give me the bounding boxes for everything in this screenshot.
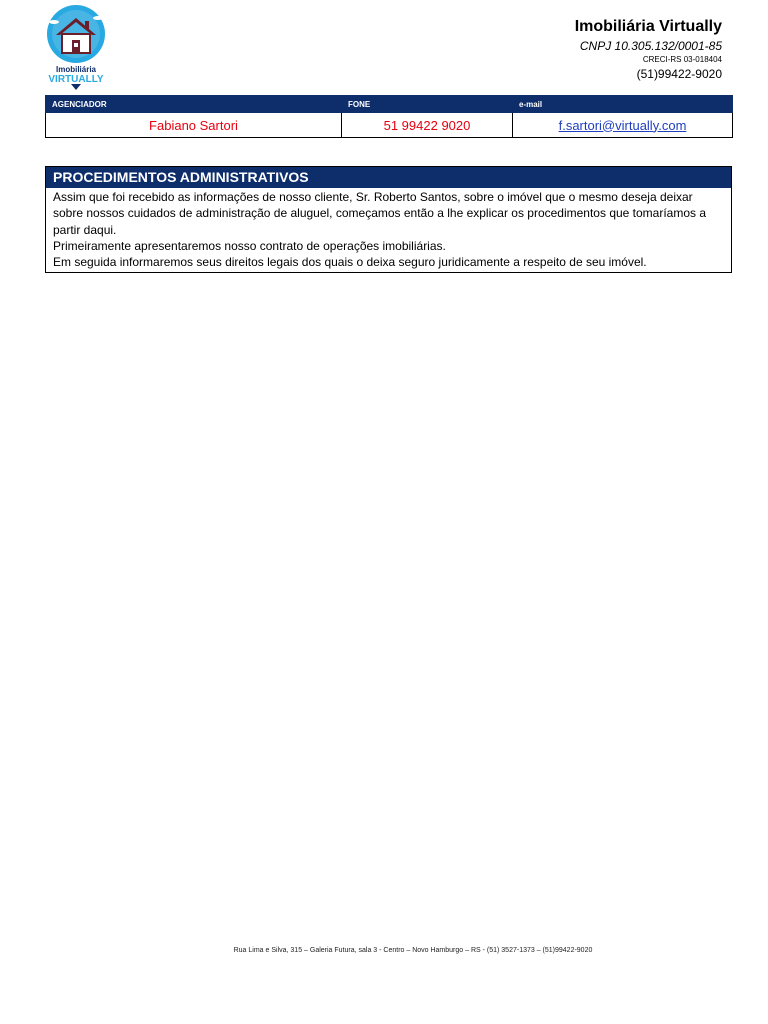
section-title: PROCEDIMENTOS ADMINISTRATIVOS <box>46 167 731 188</box>
company-name: Imobiliária Virtually <box>574 18 722 35</box>
contact-table-header-row <box>46 96 733 113</box>
contact-table <box>45 95 733 138</box>
section-paragraph: Primeiramente apresentaremos nosso contrato de operações imobiliárias. <box>53 238 446 253</box>
company-info <box>575 16 722 82</box>
section-body <box>46 188 731 272</box>
agent-name: Fabiano Sartori <box>46 113 342 138</box>
company-logo <box>44 4 110 92</box>
section-paragraph: Em seguida informaremos seus direitos legais dos quais o deixa seguro juridicamente a respeito de seu imóvel. <box>53 255 647 270</box>
company-cnpj: CNPJ 10.305.132/0001-85 <box>579 39 722 53</box>
company-phone: (51)99422-9020 <box>636 67 722 81</box>
procedures-section <box>45 166 732 273</box>
logo-text-line1: Imobiliária <box>55 65 97 74</box>
agent-phone: 51 99422 9020 <box>342 113 513 138</box>
house-logo-icon <box>44 4 110 92</box>
agent-email-link[interactable]: f.sartori@virtually.com <box>558 117 687 133</box>
header-phone: FONE <box>342 96 513 113</box>
header-agent: AGENCIADOR <box>46 96 342 113</box>
logo-text-line2: VIRTUALLY <box>48 74 104 85</box>
footer-address: Rua Lima e Silva, 315 – Galeria Futura, sala 3 - Centro – Novo Hamburgo – RS - (51) 3527-1373 – (51)99422-9020 <box>233 947 593 954</box>
company-creci: CRECI-RS 03-018404 <box>642 55 722 64</box>
header-email: e-mail <box>513 96 733 113</box>
contact-table-row <box>46 113 733 138</box>
section-paragraph: Assim que foi recebido as informações de nosso cliente, Sr. Roberto Santos, sobre o imóvel que o mesmo deseja deixar sobre nossos cuidados de administração de aluguel, começamos então a lhe explicar os procedimentos que tomaríamos a partir daqui. <box>53 190 707 237</box>
agent-email-cell <box>513 113 733 138</box>
